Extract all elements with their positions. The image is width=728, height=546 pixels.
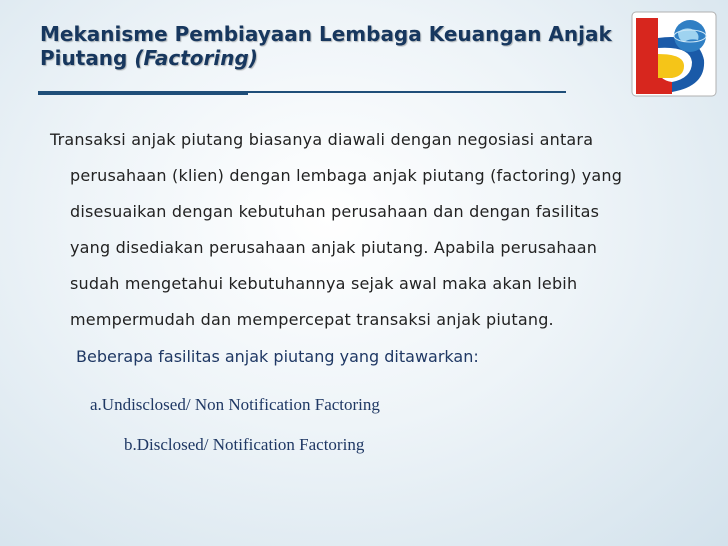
facility-item-a: a.Undisclosed/ Non Notification Factoring: [90, 395, 380, 414]
logo-icon: [628, 8, 720, 100]
body-paragraph: [50, 122, 690, 338]
paragraph-line: perusahaan (klien) dengan lembaga anjak piutang (factoring) yang: [70, 166, 623, 185]
title-line-2: Piutang: [40, 46, 135, 70]
facilities-subheading: Beberapa fasilitas anjak piutang yang ditawarkan:: [76, 347, 479, 366]
facility-item-b: b.Disclosed/ Notification Factoring: [124, 435, 365, 454]
paragraph-line: Transaksi anjak piutang biasanya diawali dengan negosiasi antara: [50, 130, 594, 149]
paragraph-line: sudah mengetahui kebutuhannya sejak awal maka akan lebih: [70, 274, 578, 293]
title-line-1: Mekanisme Pembiayaan Lembaga Keuangan Anjak: [40, 22, 612, 46]
paragraph-line: disesuaikan dengan kebutuhan perusahaan dan dengan fasilitas: [70, 202, 600, 221]
title-italic: (Factoring): [134, 46, 258, 70]
paragraph-line: yang disediakan perusahaan anjak piutang. Apabila perusahaan: [70, 238, 598, 257]
title-underline-thick: [38, 91, 248, 95]
title-underline-thin: [248, 91, 566, 93]
slide-title: [40, 22, 620, 70]
paragraph-line: mempermudah dan mempercepat transaksi anjak piutang.: [70, 310, 554, 329]
